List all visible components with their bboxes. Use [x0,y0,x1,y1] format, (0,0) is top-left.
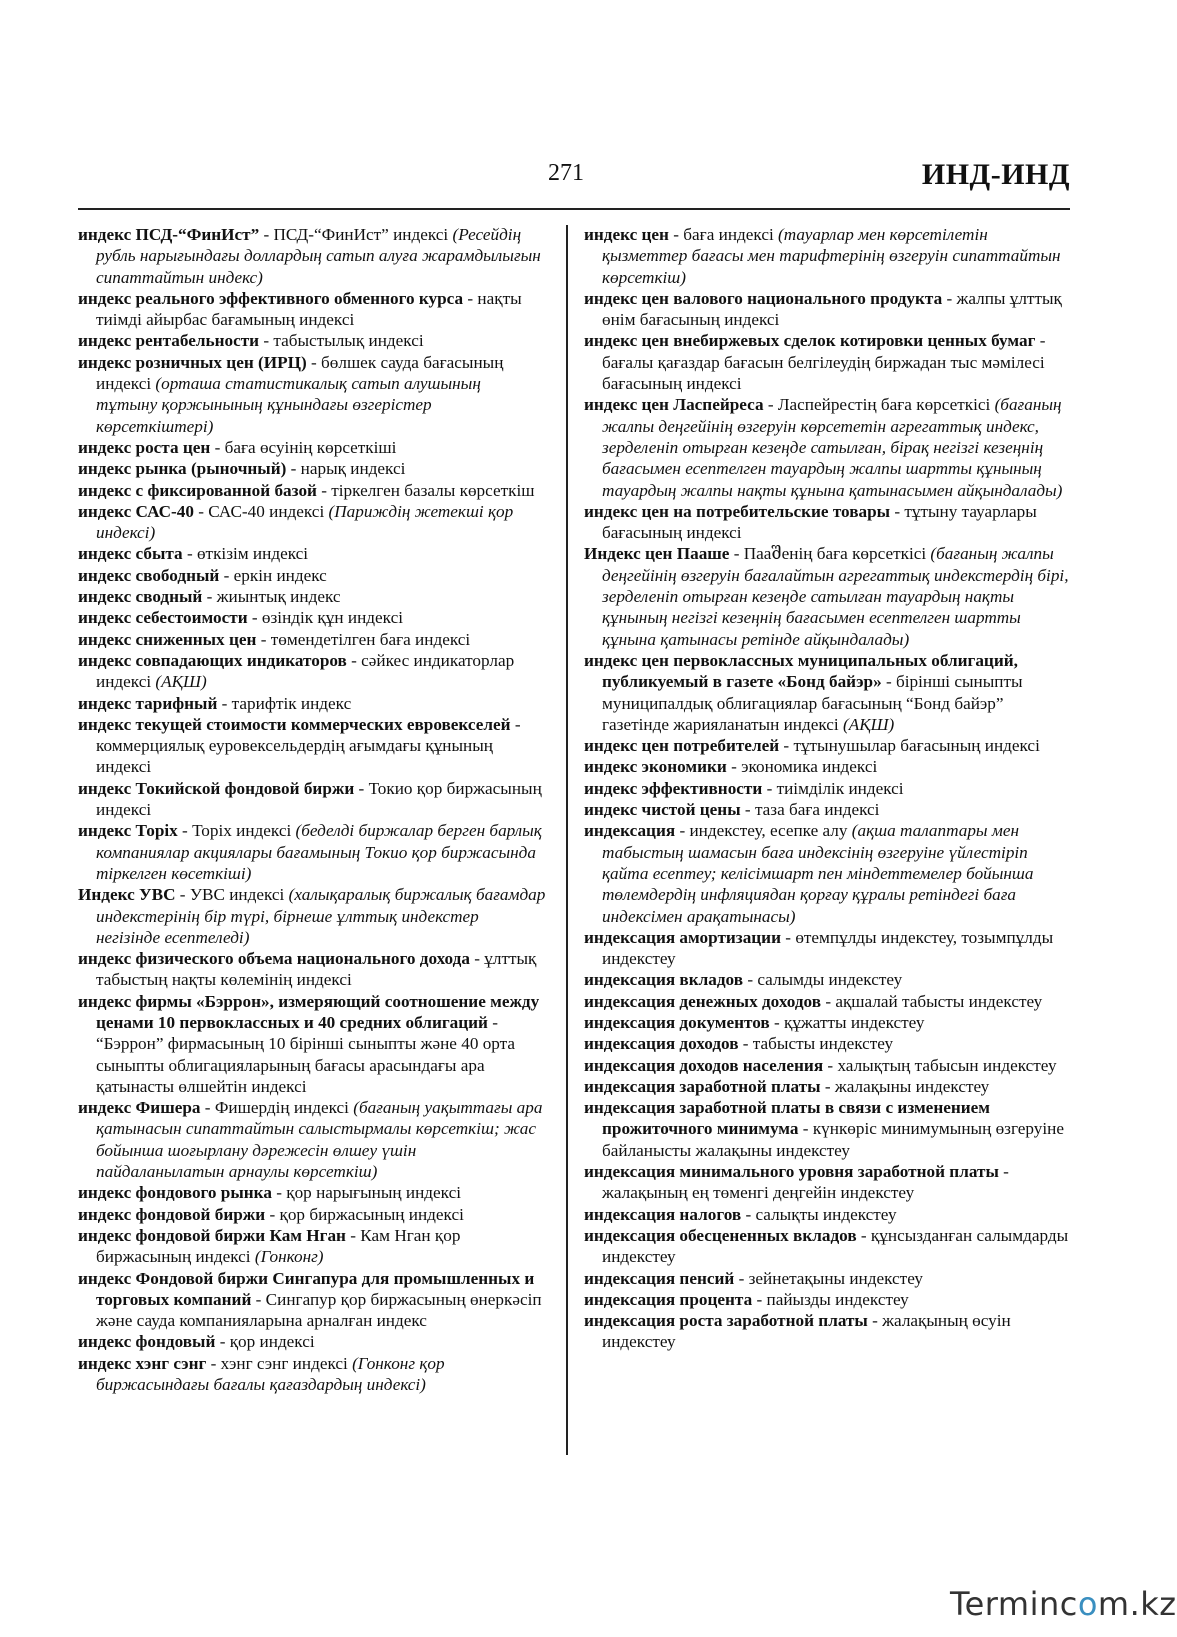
entry-translation: - Токио қор биржасының индексі [96,778,542,820]
entry-term: индексация налогов [584,1204,742,1224]
entry-term: индекс цен внебиржевых сделок котировки ценных бумаг [584,331,1036,351]
termincom-logo [950,1585,1177,1623]
entry-translation: - жалақыны индекстеу [820,1076,990,1096]
entry-term: индекс фондового рынка [78,1183,272,1203]
logo-text-3: o [1077,1585,1098,1623]
entry-note: (АҚШ) [843,714,895,734]
entry-term: индексация денежных доходов [584,991,822,1011]
entry-note: (Ресейдің рубль нарығындағы доллардың сатып алуға жарамдылығын сипаттайтын индекс) [96,225,541,287]
entry-term: Индекс УВС [78,885,176,905]
entry-term: индекс эффективности [584,778,763,798]
entry-term: индексация роста заработной платы [584,1311,868,1331]
section-heading: ИНД-ИНД [921,158,1070,191]
entry-translation: - еркін индекс [219,565,327,585]
entry-term: индекс цен на потребительские товары [584,501,891,521]
entry-term: индекс свободный [78,565,220,585]
entry-term: индекс Токийской фондовой биржи [78,778,355,798]
entry-translation: - коммерциялық еуровексельдердің ағымдағы құнының индексі [96,714,521,777]
entry-term: индекс Фишера [78,1098,201,1118]
entry-note: (халықаралық биржалық бағамдар индекстерінің бір түрі, бірнеше ұлттық индекстер негізінде есептеледі) [96,885,546,947]
dictionary-entry [584,1012,1072,1033]
entry-note: (бағаның жалпы деңгейінің өзгеруін көрсететін агрегаттық индекс, зерделеніп отырған кезеңде сатылған, бірақ негізгі кезеңнің бағасымен есептелген тауардың жалпы шартты құнының тауардың жалпы нақты құнына қатынасымен айқындалады) [602,395,1063,500]
dictionary-entry [584,969,1072,990]
dictionary-entry [78,480,546,501]
dictionary-entry [584,1033,1072,1054]
dictionary-entry [78,884,546,948]
dictionary-entry [78,1204,546,1225]
entry-note: (ақша талаптары мен табыстың шамасын баға индексінің өзгеруіне үйлестіріп қайта есептеу; келісімшарт пен міндеттемелер бойынша төлемдердің инфляциядан қорғау құралы ретіндегі баға индексімен арақатынасы) [602,821,1034,926]
entry-translation: - тұтынушылар бағасының индексі [779,736,1040,756]
dictionary-entry [78,948,546,991]
dictionary-entry [78,629,546,650]
entry-term: индекс фондовый [78,1332,216,1352]
entry-translation: - тіркелген базалы көрсеткіш [316,480,535,500]
dictionary-entry [78,778,546,821]
dictionary-entry [78,330,546,351]
dictionary-entry [78,1182,546,1203]
entry-term: индексация вкладов [584,970,744,990]
entry-translation: - жалпы ұлттық өнім бағасының индексі [602,288,1062,330]
entry-translation: - өтемпұлды индекстеу, тозымпұлды индекстеу [602,927,1054,969]
entry-term: индекс фирмы «Бэррон», измеряющий соотношение между ценами 10 первоклассных и 40 средних облигаций [78,991,540,1032]
logo-text-4: m.kz [1097,1585,1177,1623]
entry-term: индекс розничных цен (ИРЦ) [78,352,307,372]
entry-note: (тауарлар мен көрсетілетін қызметтер бағасы мен тарифтерінің өзгеруін сипаттайтын көрсеткіш) [602,225,1061,287]
dictionary-entry [78,1353,546,1396]
entry-translation: - Торіх индексі [177,821,296,841]
dictionary-entry [584,224,1072,288]
entry-translation: - халықтың табысын индекстеу [823,1055,1057,1075]
dictionary-entry [584,820,1072,926]
entry-translation: - өткізім индексі [182,544,309,564]
entry-translation: - қор нарығының индексі [271,1183,461,1203]
entry-term: индекс с фиксированной базой [78,480,317,500]
page-number: 271 [548,160,584,186]
dictionary-entry [584,756,1072,777]
entry-term: индекс цен [584,225,669,244]
dictionary-entry [584,1055,1072,1076]
entry-term: индексация обесцененных вкладов [584,1225,857,1245]
entry-term: индекс реального эффективного обменного курса [78,288,464,308]
entry-translation: - таза баға индексі [740,800,880,820]
entry-term: индексация минимального уровня заработной платы [584,1162,999,1182]
entry-translation: - ұлттық табыстың нақты көлемінің индексі [96,949,537,990]
dictionary-entry [78,352,546,437]
entry-term: индекс САС-40 [78,501,194,521]
entry-translation: - қор индексі [215,1332,315,1352]
entry-translation: - табыстылық индексі [259,331,424,351]
entry-translation: - жалақының ең төменгі деңгейін индекстеу [602,1162,1009,1203]
entry-term: индекс цен Ласпейреса [584,395,764,415]
entry-translation: - Сингапур қор биржасының өнеркәсіп және сауда компанияларына арналған индекс [96,1289,542,1331]
entry-translation: - жалақының өсуін индекстеу [602,1311,1011,1352]
dictionary-entry [78,437,546,458]
entry-note: (орташа статистикалық сатып алушының тұтыну қоржынының құнындағы өзгерістер көрсеткіштері) [96,374,481,436]
dictionary-entry [584,1225,1072,1268]
entry-translation: - құнсызданған салымдарды индекстеу [602,1225,1069,1267]
entry-translation: - тұтыну тауарлары бағасының индексі [602,501,1037,543]
dictionary-entry [78,501,546,544]
dictionary-entry [584,543,1072,649]
dictionary-entry [78,1268,546,1332]
column-divider [566,225,568,1455]
dictionary-entry [584,1076,1072,1097]
entry-translation: - Кам Нган қор биржасының индексі [96,1225,461,1267]
dictionary-entry [584,778,1072,799]
entry-translation: - хэнг сэнг индексі [206,1353,353,1373]
entry-note: (Гонконг қор биржасындағы бағалы қағаздардың индексі) [96,1353,445,1395]
entry-translation: - пайызды индекстеу [752,1289,909,1309]
entry-translation: - “Бэррон” фирмасының 10 бірінші сыныпты және 40 орта сыныпты облигацияларының бағасы арасындағы ара қатынасты өлшейтін индексі [96,1012,516,1096]
entry-term: индексация заработной платы в связи с изменением прожиточного минимума [584,1098,990,1139]
entry-translation: - бірінші сыныпты муниципалдық облигациялар бағасының “Бонд байэр” газетінде жарияланатын индексі [602,672,1023,734]
dictionary-entry [584,394,1072,500]
entry-term: индекс тарифный [78,693,218,713]
dictionary-entry [584,650,1072,735]
entry-translation: - САС-40 индексі [193,501,329,521]
entry-translation: - нақты тиімді айырбас бағамының индексі [96,288,522,330]
entry-translation: - бағалы қағаздар бағасын белгілеудің биржадан тыс мәмілесі бағасының индексі [602,331,1046,394]
entry-translation: - төмендетілген баға индексі [256,629,471,649]
entry-translation: - зейнетақыны индекстеу [734,1268,923,1288]
entry-term: индексация амортизации [584,927,781,947]
entry-term: индекс ПСД-“ФинИст” [78,225,260,244]
entry-note: (Париждің жетекші қор индексі) [96,501,514,543]
entry-term: индекс цен первоклассных муниципальных облигаций, публикуемый в газете «Бонд байэр» [584,650,1018,692]
entry-note: (беделді биржалар берген барлық компаниялар акциялары бағамының Токио қор биржасында тіркелген көсеткіші) [96,821,542,883]
entry-term: индексация процента [584,1289,753,1309]
dictionary-entry [584,330,1072,394]
entry-translation: - Фишердің индексі [200,1098,354,1118]
dictionary-entry [78,224,546,288]
right-column [584,224,1072,1353]
entry-note: (бағаның жалпы деңгейінің өзгеруін бағалайтын агрегаттық индекстердің бірі, зерделеніп отырған кезеңде сатылған тауардың нақты құнының негізгі кезеңнің бағасымен есептелген шартты құнына қатынасы ретінде айқындалады) [602,544,1069,649]
entry-translation: - экономика индексі [726,757,878,777]
dictionary-entry [78,820,546,884]
dictionary-entry [584,288,1072,331]
entry-translation: - нарық индексі [286,459,406,479]
dictionary-entry [78,991,546,1097]
entry-term: индекс рентабельности [78,331,260,351]
dictionary-entry [78,458,546,479]
dictionary-entry [584,991,1072,1012]
entry-term: индекс себестоимости [78,608,248,628]
entry-term: индекс фондовой биржи [78,1204,266,1224]
entry-translation: - жиынтық индекс [202,587,341,607]
entry-term: индекс текущей стоимости коммерческих евровекселей [78,714,511,734]
dictionary-entry [78,607,546,628]
dictionary-entry [78,565,546,586]
entry-translation: - табысты индекстеу [738,1034,894,1054]
dictionary-entry [584,1161,1072,1204]
entry-translation: - Ласпейрестің баға көрсеткісі [763,395,995,415]
entry-term: индекс совпадающих индикаторов [78,650,347,670]
entry-translation: - индекстеу, есепке алу [675,821,852,841]
dictionary-entry [78,1331,546,1352]
entry-term: индексация документов [584,1012,770,1032]
entry-term: индекс Фондовой биржи Сингапура для промышленных и торговых компаний [78,1268,535,1309]
entry-note: (Гонконг) [254,1247,324,1267]
entry-term: индекс Торіх [78,821,178,841]
dictionary-entry [584,1310,1072,1353]
dictionary-entry [78,1225,546,1268]
entry-translation: - тарифтік индекс [217,693,352,713]
dictionary-entry [584,927,1072,970]
dictionary-entry [584,1097,1072,1161]
dictionary-entry [78,650,546,693]
entry-note: (бағаның уақыттағы ара қатынасын сипаттайтын салыстырмалы көрсеткіш; жас бойынша шоғырлану дәрежесін өлшеу үшін пайдаланылатын арнаулы көрсеткіш) [96,1098,543,1182]
entry-term: индекс экономики [584,757,727,777]
entry-translation: - өзіндік құн индексі [247,608,403,628]
entry-term: индексация доходов населения [584,1055,824,1075]
entry-term: индекс сниженных цен [78,629,257,649]
dictionary-entry [78,693,546,714]
dictionary-entry [584,501,1072,544]
entry-translation: - қор биржасының индексі [265,1204,464,1224]
dictionary-entry [584,1289,1072,1310]
left-column [78,224,546,1395]
entry-translation: - сәйкес индикаторлар индексі [96,650,515,692]
entry-term: индекс рынка (рыночный) [78,459,287,479]
dictionary-entry [584,1268,1072,1289]
entry-translation: - ақшалай табысты индекстеу [821,991,1043,1011]
entry-translation: - бөлшек сауда бағасының индексі [96,352,504,394]
entry-translation: - ПСД-“ФинИст” индексі [259,225,453,244]
entry-term: индексация пенсий [584,1268,735,1288]
dictionary-entry [78,288,546,331]
entry-term: индекс фондовой биржи Кам Нган [78,1225,346,1245]
entry-term: индекс физического объема национального дохода [78,949,470,969]
entry-term: индексация [584,821,676,841]
entry-translation: - баға индексі [668,225,779,244]
entry-translation: - УВС индексі [175,885,289,905]
dictionary-entry [78,586,546,607]
entry-term: Индекс цен Пааше [584,544,730,564]
entry-translation: - күнкөріс минимумының өзгеруіне байланысты жалақыны индекстеу [602,1119,1064,1160]
entry-term: индекс роста цен [78,437,211,457]
dictionary-entry [78,543,546,564]
entry-term: индекс сводный [78,587,203,607]
entry-term: индекс сбыта [78,544,183,564]
logo-text-1: Termin [950,1585,1060,1623]
entry-term: индекс цен валового национального продукта [584,288,943,308]
entry-translation: - баға өсуінің көрсеткіші [210,437,397,457]
dictionary-entry [78,1097,546,1182]
entry-translation: - салымды индекстеу [743,970,903,990]
dictionary-entry [584,1204,1072,1225]
entry-note: (АҚШ) [155,672,207,692]
dictionary-entry [584,735,1072,756]
entry-term: индексация заработной платы [584,1076,821,1096]
entry-translation: - тиімділік индексі [762,778,904,798]
dictionary-entry [584,799,1072,820]
entry-translation: - Пааშенің баға көрсеткісі [729,544,931,564]
entry-term: индексация доходов [584,1034,739,1054]
header-rule [78,208,1070,210]
entry-translation: - салықты индекстеу [741,1204,897,1224]
logo-text-2: c [1059,1585,1078,1623]
dictionary-entry [78,714,546,778]
entry-translation: - құжатты индекстеу [769,1012,925,1032]
entry-term: индекс хэнг сэнг [78,1353,207,1373]
entry-term: индекс цен потребителей [584,736,780,756]
entry-term: индекс чистой цены [584,800,741,820]
